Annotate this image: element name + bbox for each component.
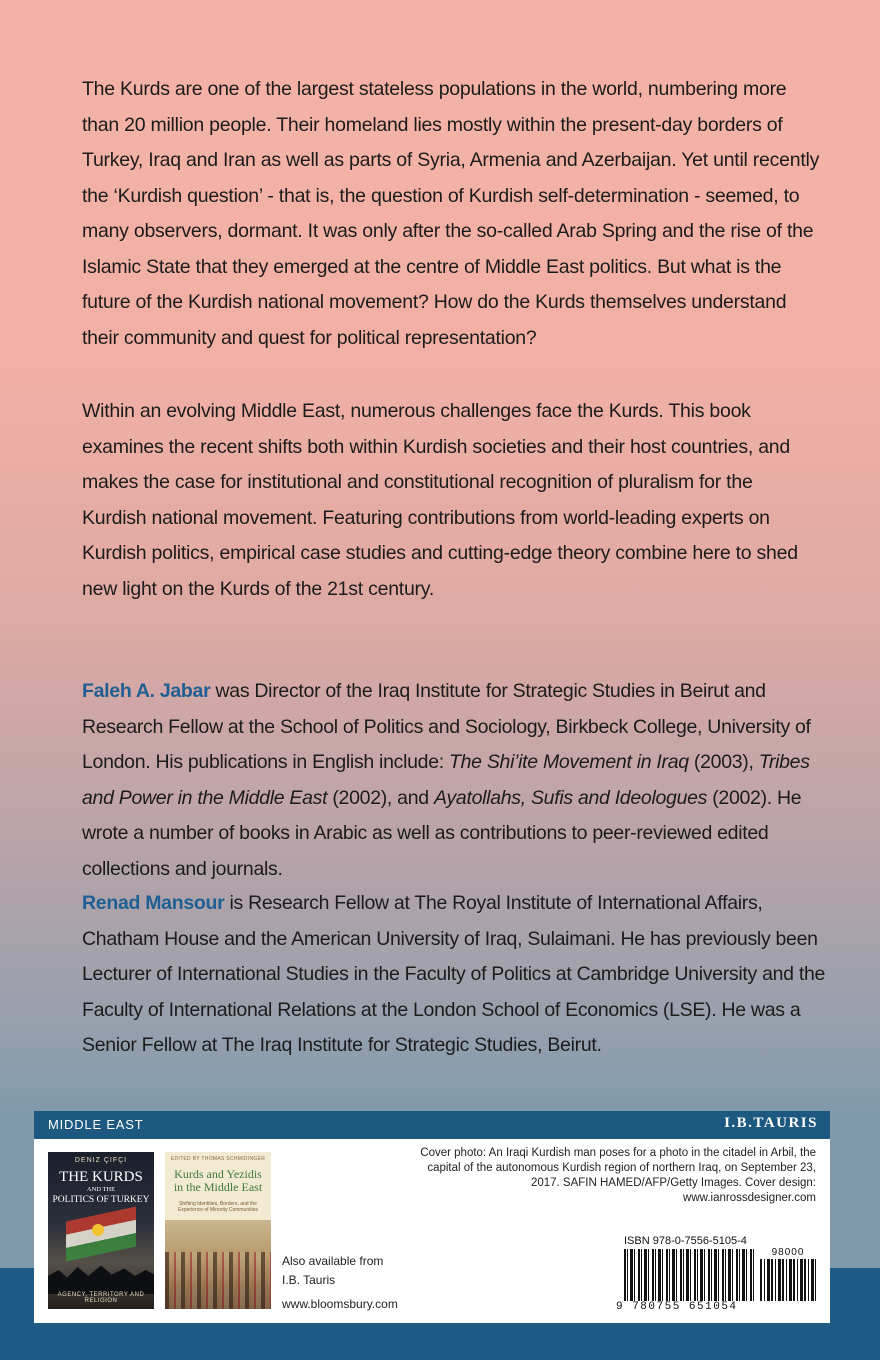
book-title: Tribes and Power in the Middle East (82, 751, 810, 809)
bio-text: (2002), and (327, 786, 434, 809)
book-cover-subtitle: Shifting Identities, Borders, and the Experience of Minority Communities (177, 1201, 259, 1213)
blurb-paragraph-1-text: The Kurds are one of the largest stateless populations in the world, numbering more than 20 million people. Their homeland lies mostly within the present-day borders of Turkey, Iraq and Iran as well as parts of Syria, Armenia and Azerbaijan. Yet until recently the ‘Kurdish question’ - that is, the question of Kurdish self-determination - seemed, to many observers, dormant. It was only after the so-called Arab Spring and the rise of the Islamic State that they emerged at the centre of Middle East politics. But what is the future of the Kurdish national movement? How do the Kurds themselves understand their community and quest for political representation? (82, 78, 820, 349)
publisher-panel (34, 1111, 830, 1323)
book-cover-title-small: AND THE (86, 1186, 116, 1193)
barcode-digits: 9 780755 651054 (616, 1301, 738, 1313)
publisher-logo: I.B.TAURIS (724, 1115, 818, 1131)
book-cover-title: Kurds and Yezidis in the Middle East (173, 1167, 263, 1194)
book-cover-editor: EDITED BY THOMAS SCHMIDINGER (170, 1156, 266, 1162)
book-cover-title-line: POLITICS OF TURKEY (52, 1195, 150, 1205)
author-bio-mansour (82, 886, 827, 1064)
cover-credit: Cover photo: An Iraqi Kurdish man poses for a photo in the citadel in Arbil, the capital of the autonomous Kurdish region of northern Iraq, on September 23, 2017. SAFIN HAMED/AFP/Getty Images. Cover design: www.ianrossdesigner.com (420, 1147, 816, 1204)
also-available-publisher: I.B. Tauris (282, 1273, 336, 1287)
blurb-paragraph-2-text: Within an evolving Middle East, numerous challenges face the Kurds. This book examines the recent shifts both within Kurdish societies and their host countries, and makes the case for institutional and constitutional recognition of pluralism for the Kurdish national movement. Featuring contributions from world-leading experts on Kurdish politics, empirical case studies and cutting-edge theory combine here to shed new light on the Kurds of the 21st century. (82, 400, 798, 600)
author-name: Renad Mansour (82, 892, 225, 914)
bio-text: is Research Fellow at The Royal Institute of International Affairs, Chatham House and the American University of Iraq, Sulaimani. He has previously been Lecturer of International Studies in the Faculty of Politics at Cambridge University and the Faculty of International Relations at the London School of Economics (LSE). He was a Senior Fellow at The Iraq Institute for Strategic Studies, Beirut. (82, 892, 826, 1056)
cover-photo-people (165, 1252, 271, 1309)
bio-text: (2002). He wrote a number of books in Arabic as well as contributions to peer-reviewed edited collections and journals. (82, 786, 802, 880)
author-name: Faleh A. Jabar (82, 680, 211, 702)
book-cover-author: DENIZ ÇIFÇI (74, 1157, 128, 1164)
flag-sun-icon (92, 1224, 104, 1236)
author-bio-jabar (82, 674, 827, 887)
isbn-label: ISBN 978-0-7556-5105-4 (624, 1235, 747, 1247)
bio-text: was Director of the Iraq Institute for Strategic Studies in Beirut and Research Fellow at the School of Politics and Sociology, Birkbeck College, University of London. His publications in English include: (82, 680, 811, 773)
also-available (282, 1252, 383, 1290)
website-link[interactable]: www.bloomsbury.com (282, 1297, 398, 1311)
book-cover-kurds-yezidis[interactable] (165, 1152, 271, 1309)
blurb-paragraph-2 (82, 394, 822, 607)
book-title: Ayatollahs, Sufis and Ideologues (433, 786, 708, 809)
also-available-line: Also available from (282, 1254, 384, 1268)
crowd-silhouette (48, 1264, 154, 1294)
isbn-barcode (624, 1249, 754, 1301)
price-barcode (760, 1259, 816, 1301)
book-title: The Shi’ite Movement in Iraq (449, 751, 689, 773)
panel-header-bar (34, 1111, 830, 1139)
book-cover-kurds-turkey[interactable] (48, 1152, 154, 1309)
price-addon-digits: 98000 (771, 1247, 805, 1258)
book-cover-subtitle: AGENCY, TERRITORY AND RELIGION (57, 1292, 145, 1304)
series-label: MIDDLE EAST (48, 1117, 144, 1132)
book-cover-title (48, 1170, 154, 1206)
bio-text: (2003), (688, 751, 759, 773)
blurb-paragraph-1 (82, 72, 822, 356)
book-cover-title-line: THE KURDS (59, 1169, 143, 1185)
